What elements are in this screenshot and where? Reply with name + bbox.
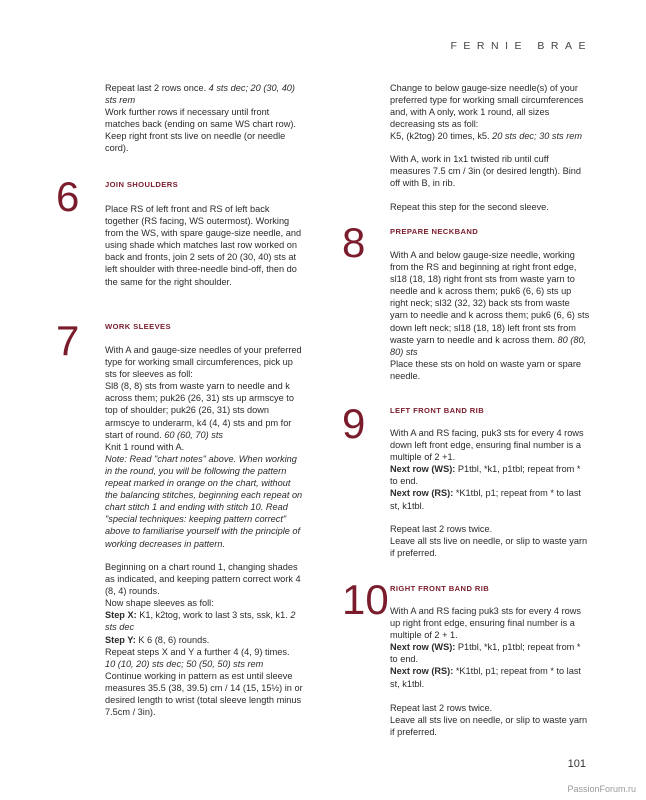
watermark: PassionForum.ru (567, 784, 636, 794)
paragraph (105, 344, 303, 380)
bold-label: Next row (RS): (390, 666, 454, 677)
text-run: Leave all sts live on needle, or slip to waste yarn if preferred. (390, 715, 588, 738)
paragraph (390, 487, 590, 511)
paragraph (390, 641, 590, 665)
text-run: Place these sts on hold on waste yarn or spare needle. (390, 358, 582, 381)
step-number-10: 10 (342, 576, 389, 623)
text-run: Leave all sts live on needle, or slip to waste yarn if preferred. (390, 536, 588, 559)
text-run: P1tbl, *k1, p1tbl; repeat from * to end. (390, 642, 581, 665)
step-heading-join-shoulders: JOIN SHOULDERS (105, 180, 179, 189)
paragraph (105, 670, 303, 718)
step-6-text (105, 203, 303, 288)
text-run: *K1tbl, p1; repeat from * to last st, k1tbl. (390, 488, 581, 511)
text-run: Keep right front sts live on needle (or needle cord). (105, 131, 286, 154)
text-run: With A and gauge-size needles of your preferred type for working small circumferences, pick up sts for sleeves as foll: (105, 345, 302, 380)
text-run: Repeat this step for the second sleeve. (390, 202, 549, 212)
italic-note: Note: Read "chart notes" above. When working in the round, you will be following the pattern repeat marked in orange on the chart, without the balancing stitches, beginning each repeat on chart stitch 1 and ending with stitch 10. Read "special techniques: keeping pattern correct" above to familiarise yourself with the principle of working decreases in pattern. (105, 453, 303, 549)
paragraph (105, 441, 303, 453)
text-run: Repeat last 2 rows twice. (390, 703, 493, 713)
paragraph (105, 561, 303, 597)
text-run: Change to below gauge-size needle(s) of your preferred type for working small circumferences and, with A only, work 1 round, all sizes decreasing sts as foll: (390, 83, 584, 130)
bold-label: Next row (WS): (390, 464, 456, 475)
italic-note: 20 sts dec; 30 sts rem (492, 131, 583, 142)
paragraph (390, 605, 590, 641)
paragraph (390, 523, 590, 535)
step-number-8: 8 (342, 219, 366, 266)
paragraph (105, 130, 303, 154)
step-heading-left-front-band-rib: LEFT FRONT BAND RIB (390, 406, 485, 415)
step-number-7: 7 (56, 317, 80, 364)
left-intro-text (105, 82, 303, 155)
bold-label: Step Y: (105, 634, 136, 645)
text-run: Sl8 (8, 8) sts from waste yarn to needle and k across them; puk26 (26, 31) sts up armscye to top of shoulder; puk26 (26, 31) sts down armscye to underarm, k4 (4, 4) sts and pm for start of round. (105, 381, 294, 440)
paragraph (105, 609, 303, 633)
step-heading-work-sleeves: WORK SLEEVES (105, 322, 171, 331)
paragraph (105, 634, 303, 646)
text-run: Repeat steps X and Y a further 4 (4, 9) times. (105, 646, 290, 657)
step-7-text-b (105, 561, 303, 718)
paragraph (390, 714, 590, 738)
paragraph (390, 249, 590, 358)
right-intro-text (390, 82, 590, 142)
step-number-9: 9 (342, 400, 366, 447)
italic-note: 60 (60, 70) sts (164, 429, 223, 440)
text-run: Now shape sleeves as foll: (105, 598, 214, 609)
text-run: Repeat last 2 rows twice. (390, 524, 493, 534)
text-run: With A and RS facing puk3 sts for every 4 rows up right front edge, ensuring final number is a multiple of 2 + 1. (390, 606, 581, 641)
text-run: With A, work in 1x1 twisted rib until cuff measures 7.5 cm / 3in (or desired length). Bind off with B, in rib. (390, 154, 581, 189)
text-run: K 6 (8, 6) rounds. (135, 634, 210, 645)
paragraph (105, 82, 303, 106)
paragraph (390, 427, 590, 463)
step-10-text-b (390, 702, 590, 738)
paragraph (390, 82, 590, 130)
step-8-text (390, 249, 590, 382)
text-run: Continue working in pattern as est until sleeve measures 35.5 (38, 39.5) cm / 14 (15, 15½) in or desired length to wrist (total sleeve length minus 7.5cm / 3in). (105, 670, 303, 718)
italic-note: 4 sts dec; 20 (30, 40) sts rem (105, 83, 295, 106)
step-heading-prepare-neckband: PREPARE NECKBAND (390, 227, 479, 236)
step-10-text-a (390, 605, 590, 690)
bold-label: Next row (WS): (390, 642, 456, 653)
italic-note: 80 (80, 80) sts (390, 334, 587, 357)
paragraph (390, 463, 590, 487)
text-run: Knit 1 round with A. (105, 441, 185, 452)
text-run: With A and RS facing, puk3 sts for every 4 rows down left front edge, ensuring final number is a multiple of 2 +1. (390, 428, 584, 463)
text-run: K5, (k2tog) 20 times, k5. (390, 131, 493, 142)
text-run: Beginning on a chart round 1, changing shades as indicated, and keeping pattern correct work 4 (8, 4) rounds. (105, 562, 301, 597)
paragraph (390, 665, 590, 689)
text-run: Place RS of left front and RS of left back together (RS facing, WS outermost). Working from the WS, with spare gauge-size needle, and using shade which matches last row worked on back and fronts, join 2 sets of 20 (30, 40) sts at left shoulder with three-needle bind-off, then do the same for the right shoulder. (105, 204, 302, 287)
bold-label: Next row (RS): (390, 488, 454, 499)
page-number: 101 (567, 758, 586, 770)
paragraph (105, 380, 303, 440)
paragraph (105, 658, 303, 670)
text-run: Work further rows if necessary until front matches back (ending on same WS chart row). (105, 107, 296, 130)
text-run: *K1tbl, p1; repeat from * to last st, k1tbl. (390, 666, 581, 689)
text-run: K1, k2tog, work to last 3 sts, ssk, k1. (136, 610, 291, 621)
step-9-text-b (390, 523, 590, 559)
right-repeat-text (390, 201, 590, 213)
text-run: With A and below gauge-size needle, working from the RS and beginning at right front edge, sl18 (18, 18) right front sts from waste yarn to needle and k across them; puk6 (6, 6) sts up right neck; sl32 (32, 32) back sts from waste yarn to needle and k across them; puk6 (6, 6) sts down left neck; sl18 (18, 18) left front sts from waste yarn to needle and k across them. (390, 250, 590, 345)
text-run: Repeat last 2 rows once. (105, 83, 209, 93)
text-run: P1tbl, *k1, p1tbl; repeat from * to end. (390, 464, 581, 487)
paragraph (105, 646, 303, 658)
step-7-text-a (105, 344, 303, 550)
paragraph (105, 453, 303, 550)
paragraph (390, 130, 590, 142)
italic-note: 2 sts dec (105, 610, 296, 633)
paragraph (390, 702, 590, 714)
step-9-text-a (390, 427, 590, 512)
paragraph (390, 201, 590, 213)
paragraph (105, 106, 303, 130)
italic-note: 10 (10, 20) sts dec; 50 (50, 50) sts rem (105, 658, 264, 669)
bold-label: Step X: (105, 610, 137, 621)
paragraph (105, 597, 303, 609)
paragraph (390, 535, 590, 559)
paragraph (105, 203, 303, 288)
paragraph (390, 153, 590, 189)
running-header: FERNIE BRAE (450, 40, 592, 52)
paragraph (390, 358, 590, 382)
step-number-6: 6 (56, 173, 80, 220)
right-cuff-text (390, 153, 590, 189)
step-heading-right-front-band-rib: RIGHT FRONT BAND RIB (390, 584, 490, 593)
